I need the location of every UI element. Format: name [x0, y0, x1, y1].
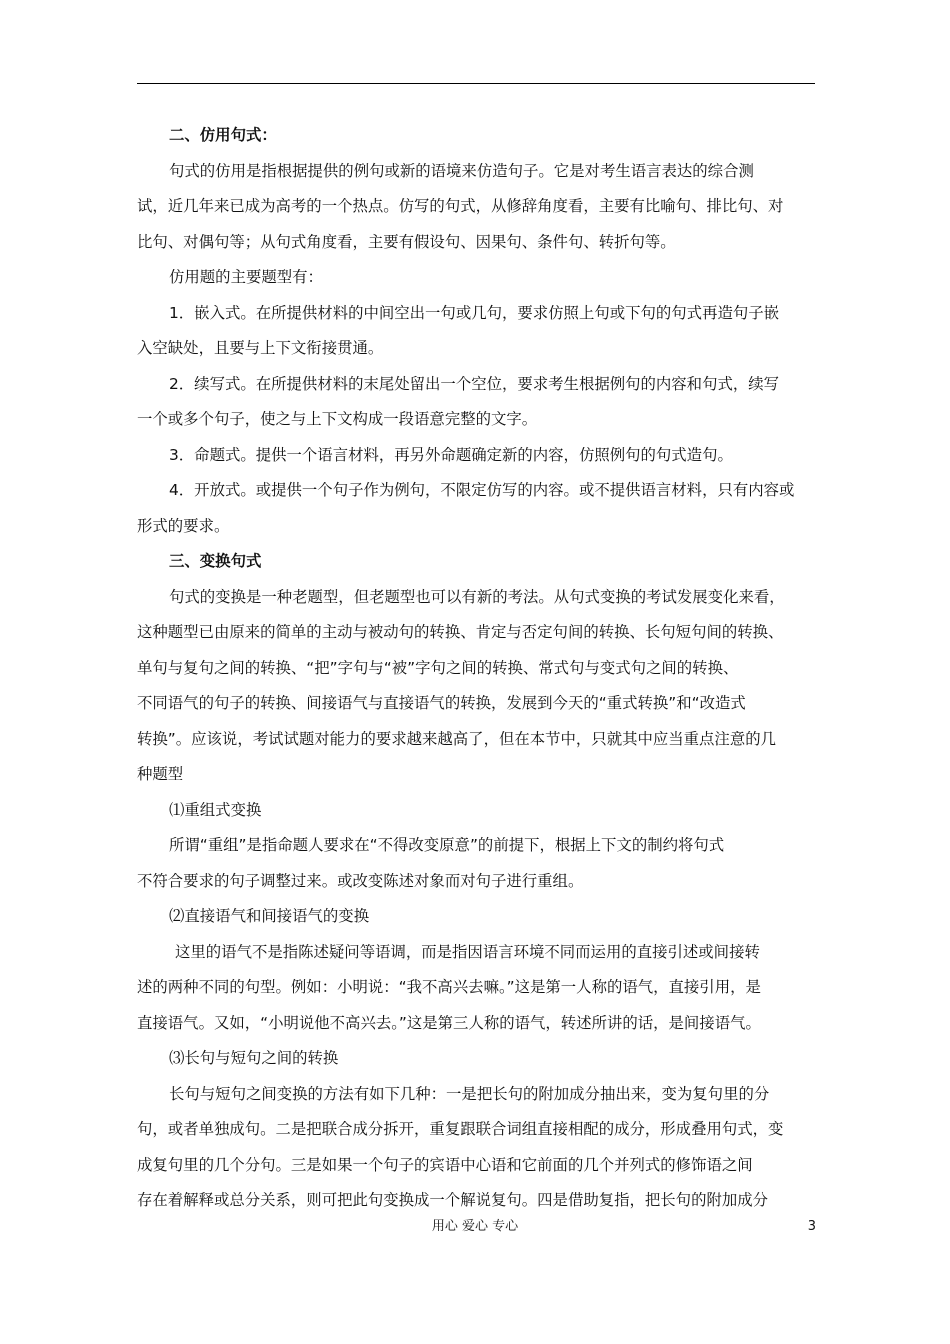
list-item-continuation — [137, 367, 817, 438]
paragraph-speech — [137, 935, 817, 1042]
header-rule — [137, 83, 815, 84]
text-line: 不同语气的句子的转换、间接语气与直接语气的转换，发展到今天的“重式转换”和“改造式 — [137, 694, 746, 712]
list-item-embedding — [137, 296, 817, 367]
document-body — [137, 118, 817, 1219]
text-line: 入空缺处，且要与上下文衔接贯通。 — [137, 339, 384, 357]
text-line: 单句与复句之间的转换、“把”字句与“被”字句之间的转换、常式句与变式句之间的转换、 — [137, 658, 739, 677]
text-line: 这种题型已由原来的简单的主动与被动句的转换、肯定与否定句间的转换、长句短句间的转换、 — [137, 623, 784, 641]
text-line: 直接语气。又如，“小明说他不高兴去。”这是第三人称的语气，转述所讲的话，是间接语气。 — [137, 1013, 761, 1032]
section-heading-imitation: 二、仿用句式： — [169, 126, 277, 144]
text-line: 种题型 — [137, 765, 184, 783]
subsection-title-restructure: ⑴重组式变换 — [169, 800, 262, 819]
text-line: 试，近几年来已成为高考的一个热点。仿写的句式，从修辞角度看，主要有比喻句、排比句、对 — [137, 197, 784, 215]
paragraph-restructure — [137, 828, 817, 899]
text-line: 形式的要求。 — [137, 516, 230, 535]
text-line: 存在着解释或总分关系，则可把此句变换成一个解说复句。四是借助复指，把长句的附加成分 — [137, 1191, 769, 1209]
page-number: 3 — [807, 1219, 816, 1234]
text-line: 述的两种不同的句型。例如：小明说：“我不高兴去嘛。”这是第一人称的语气，直接引用，是 — [137, 978, 761, 996]
list-item-proposition: 3．命题式。提供一个语言材料，再另外命题确定新的内容，仿照例句的句式造句。 — [169, 445, 733, 464]
text-line: 这里的语气不是指陈述疑问等语调，而是指因语言环境不同而运用的直接引述或间接转 — [175, 942, 760, 961]
paragraph-question-types: 仿用题的主要题型有： — [169, 268, 323, 286]
text-line: 句，或者单独成句。二是把联合成分拆开，重复跟联合词组直接相配的成分，形成叠用句式，变 — [137, 1120, 784, 1138]
text-line: 不符合要求的句子调整过来。或改变陈述对象而对句子进行重组。 — [137, 871, 584, 890]
text-line: 4．开放式。或提供一个句子作为例句，不限定仿写的内容。或不提供语言材料，只有内容或 — [169, 481, 795, 499]
section-heading-transformation: 三、变换句式 — [169, 552, 262, 570]
text-line: 2．续写式。在所提供材料的末尾处留出一个空位，要求考生根据例句的内容和句式，续写 — [169, 374, 780, 393]
footer-motto: 用心 爱心 专心 — [431, 1219, 519, 1234]
text-line: 比句、对偶句等；从句式角度看，主要有假设句、因果句、条件句、转折句等。 — [137, 232, 676, 251]
paragraph-imitation-intro — [137, 154, 817, 261]
subsection-title-speech: ⑵直接语气和间接语气的变换 — [169, 907, 370, 925]
text-line: 一个或多个句子，使之与上下文构成一段语意完整的文字。 — [137, 410, 538, 428]
text-line: 长句与短句之间变换的方法有如下几种：一是把长句的附加成分抽出来，变为复句里的分 — [169, 1084, 770, 1103]
list-item-open — [137, 473, 817, 544]
paragraph-sentence-length — [137, 1077, 817, 1219]
text-line: 所谓“重组”是指命题人要求在“不得改变原意”的前提下，根据上下文的制约将句式 — [169, 836, 725, 854]
paragraph-transformation-intro — [137, 580, 817, 793]
text-line: 1．嵌入式。在所提供材料的中间空出一句或几句，要求仿照上句或下句的句式再造句子嵌 — [169, 303, 780, 322]
subsection-title-sentence-length: ⑶长句与短句之间的转换 — [169, 1049, 339, 1067]
text-line: 成复句里的几个分句。三是如果一个句子的宾语中心语和它前面的几个并列式的修饰语之间 — [137, 1155, 753, 1174]
text-line: 句式的仿用是指根据提供的例句或新的语境来仿造句子。它是对考生语言表达的综合测 — [169, 161, 754, 180]
text-line: 句式的变换是一种老题型，但老题型也可以有新的考法。从句式变换的考试发展变化来看， — [169, 587, 785, 606]
text-line: 转换”。应该说，考试试题对能力的要求越来越高了，但在本节中，只就其中应当重点注意的几 — [137, 729, 776, 748]
